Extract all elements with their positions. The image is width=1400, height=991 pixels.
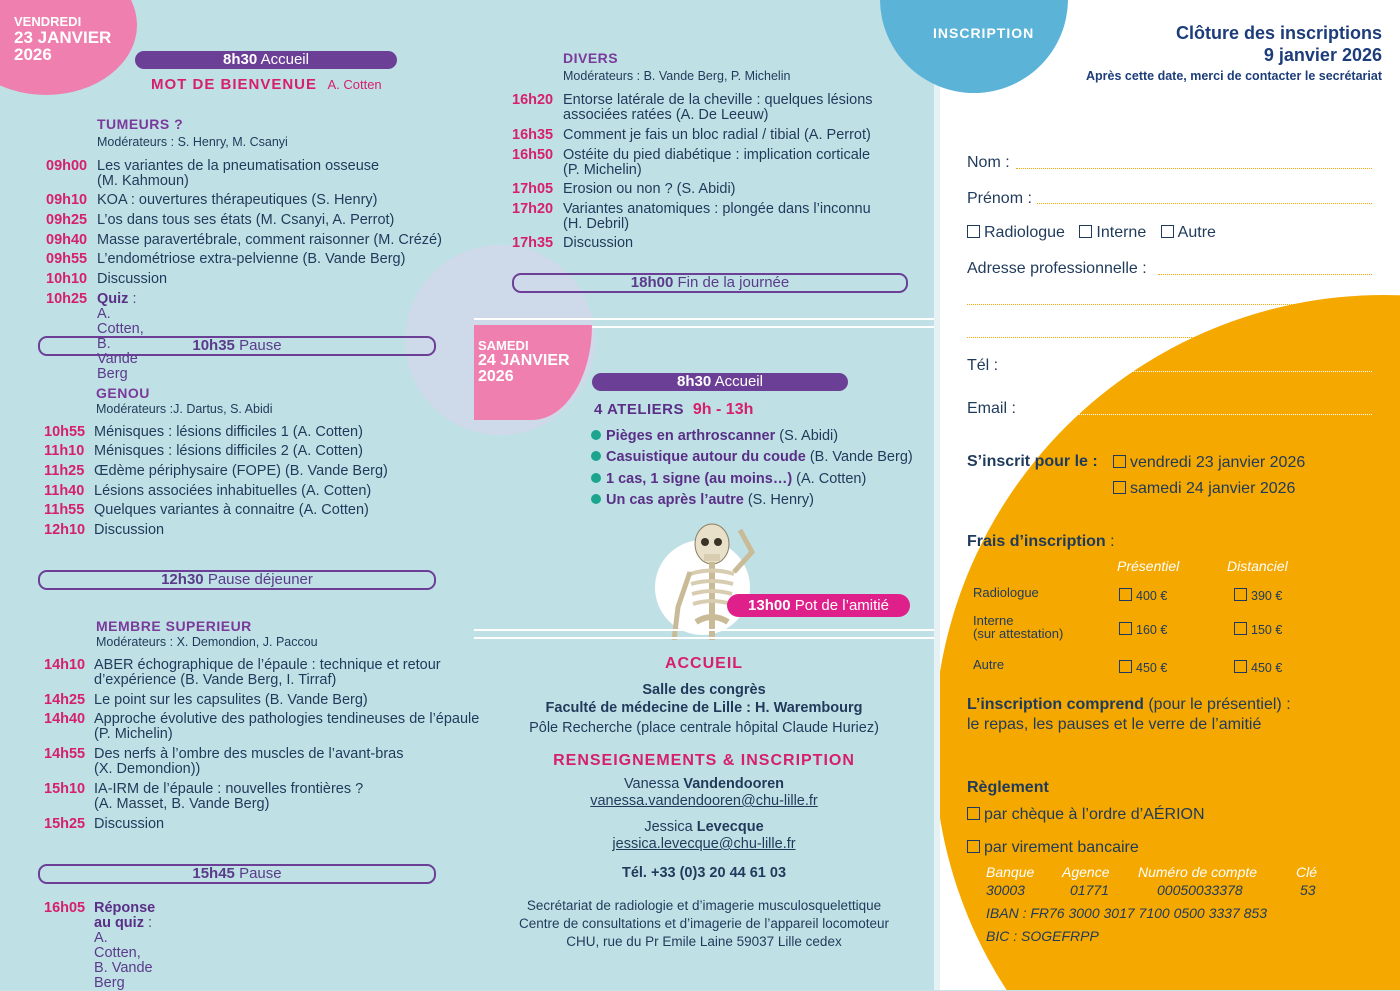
schedule-text: Masse paravertébrale, comment raisonner (M. Crézé) (97, 232, 442, 248)
venue-line-3: Pôle Recherche (place centrale hôpital Claude Huriez) (529, 720, 879, 736)
schedule-time: 11h10 (44, 443, 85, 459)
cloture-title: Clôture des inscriptions (1175, 23, 1382, 43)
bank-value-compte: 00050033378 (1157, 882, 1243, 898)
fee-option (1234, 588, 1282, 603)
atelier-title: Pièges en arthroscanner (606, 428, 776, 444)
bar-time: 18h00 (630, 274, 674, 291)
fee-amount: 450 € (1136, 661, 1168, 675)
frais-colon: : (1105, 533, 1115, 550)
schedule-time: 14h40 (44, 711, 86, 727)
contact-1-last: Vandendooren (683, 776, 785, 792)
contact-2-name (474, 819, 934, 835)
fee-amount: 400 € (1136, 589, 1168, 603)
reponse-speakers: : A. Cotten, B. Vande Berg (94, 915, 153, 991)
schedule-time: 09h40 (46, 232, 88, 248)
schedule-text: Des nerfs à l’ombre des muscles de l’avant-bras (X. Demondion)) (94, 746, 404, 777)
renseignements-label: RENSEIGNEMENTS & INSCRIPTION (553, 752, 855, 769)
schedule-time: 14h55 (44, 746, 86, 762)
schedule-text: IA-IRM de l’épaule : nouvelles frontières ? (A. Masset, B. Vande Berg) (94, 781, 364, 812)
contact-1-email-wrap (474, 793, 934, 809)
schedule-text: Œdème périphysaire (FOPE) (B. Vande Berg) (94, 463, 388, 479)
schedule-time: 11h55 (44, 502, 85, 518)
reglement-title: Règlement (967, 779, 1049, 796)
fee-option (1119, 622, 1167, 637)
schedule-time: 15h10 (44, 781, 86, 797)
bullet-icon (591, 430, 601, 440)
frais-label: Frais d’inscription (967, 533, 1106, 550)
day-option-1 (1113, 454, 1305, 472)
atelier-item (591, 428, 838, 444)
prenom-field[interactable] (1037, 203, 1372, 204)
bullet-icon (591, 494, 601, 504)
pay-option-2 (967, 839, 1139, 857)
fee-category-note: (sur attestation) (973, 626, 1064, 641)
schedule-text: L’endométriose extra-pelvienne (B. Vande Berg) (97, 251, 406, 267)
schedule-text: Ostéite du pied diabétique : implication corticale (P. Michelin) (563, 147, 871, 178)
venue-line-1: Salle des congrès (642, 682, 766, 698)
contact-1-name (474, 776, 934, 792)
schedule-time: 11h40 (44, 483, 85, 499)
role-autre-checkbox[interactable] (1161, 225, 1174, 238)
day2-year: 2026 (478, 368, 514, 386)
quiz-speakers: : A. Cotten, B. Vande Berg (97, 291, 144, 382)
fee-category: Radiologue (973, 585, 1039, 600)
bank-header-compte: Numéro de compte (1138, 864, 1258, 880)
role-interne-label: Interne (1096, 224, 1147, 241)
separator (474, 318, 934, 320)
schedule-text: Entorse latérale de la cheville : quelques lésions associées ratées (A. De Leeuw) (563, 92, 873, 123)
schedule-time: 16h20 (512, 92, 554, 108)
fee-option (1119, 660, 1167, 675)
section-title-tumeurs: TUMEURS ? (97, 116, 184, 132)
iban: IBAN : FR76 3000 3017 7100 0500 3337 853 (986, 905, 1267, 921)
bar-time: 10h35 (192, 337, 235, 354)
pause-bar-1 (38, 336, 436, 356)
day1-tag (14, 15, 111, 64)
fee-checkbox[interactable] (1234, 622, 1247, 635)
comprend-rest: (pour le présentiel) : (1143, 696, 1291, 713)
schedule-text: Quelques variantes à connaitre (A. Cotten) (94, 502, 369, 518)
email-field[interactable] (1022, 414, 1372, 415)
atelier-title: Un cas après l’autre (606, 492, 744, 508)
bank-header-banque: Banque (986, 864, 1035, 880)
schedule-time: 16h35 (512, 127, 554, 143)
bank-value-agence: 01771 (1070, 882, 1109, 898)
bar-label: Accueil (260, 51, 309, 68)
fee-category: Interne (973, 613, 1014, 628)
fee-category: Autre (973, 657, 1005, 672)
day2-tag (478, 339, 570, 386)
bar-label: Fin de la journée (677, 274, 790, 291)
day2-weekday: SAMEDI (478, 338, 529, 353)
fee-row-label (973, 658, 1004, 671)
welcome-title: MOT DE BIENVENUE (151, 76, 318, 93)
cloture-note: Après cette date, merci de contacter le secrétariat (1086, 69, 1382, 83)
fin-bar (512, 273, 908, 293)
schedule-text: Erosion ou non ? (S. Abidi) (563, 181, 736, 197)
day-2-label: samedi 24 janvier 2026 (1130, 480, 1296, 497)
day-option-2 (1113, 480, 1295, 498)
fee-option (1119, 588, 1167, 603)
atelier-item (591, 471, 866, 487)
schedule-time: 17h05 (512, 181, 554, 197)
address-line-1: Secrétariat de radiologie et d’imagerie musculosquelettique (526, 898, 882, 913)
schedule-time: 14h25 (44, 692, 86, 708)
day1-date: 23 JANVIER (14, 27, 112, 47)
skeleton-icon (660, 512, 770, 640)
ateliers-hours: 9h - 13h (692, 401, 754, 418)
bar-time: 8h30 (677, 373, 712, 390)
adresse-label: Adresse professionnelle : (967, 260, 1147, 277)
ateliers-label: 4 ATELIERS (594, 401, 685, 418)
fee-amount: 390 € (1251, 589, 1283, 603)
schedule-time: 12h10 (44, 522, 86, 538)
bank-header-cle: Clé (1296, 864, 1318, 880)
schedule-text: Ménisques : lésions difficiles 1 (A. Cotten) (94, 424, 363, 440)
schedule-text: Discussion (97, 271, 168, 287)
pay-virement-checkbox[interactable] (967, 840, 980, 853)
schedule-time: 11h25 (44, 463, 85, 479)
accueil-bar-2 (592, 373, 848, 391)
reponse-label: Réponse au quiz (94, 900, 156, 931)
moderators-membre: Modérateurs : X. Demondion, J. Paccou (96, 635, 318, 649)
schedule-text: Approche évolutive des pathologies tendineuses de l’épaule (P. Michelin) (94, 711, 480, 742)
pay-cheque-label: par chèque à l’ordre d’AÉRION (984, 806, 1205, 823)
fee-row-label (973, 586, 1039, 599)
moderators-divers: Modérateurs : B. Vande Berg, P. Michelin (563, 69, 791, 83)
pay-cheque-checkbox[interactable] (967, 807, 980, 820)
role-radiologue-checkbox[interactable] (967, 225, 980, 238)
fee-row-label (973, 614, 1063, 640)
contact-1-first: Vanessa (623, 776, 680, 792)
renseignements-title (474, 752, 934, 770)
fee-checkbox[interactable] (1234, 588, 1247, 601)
tel-field[interactable] (1004, 371, 1372, 372)
contact-2-email-link[interactable]: jessica.levecque@chu-lille.fr (612, 836, 796, 852)
bank-value-cle: 53 (1300, 882, 1316, 898)
bar-label: Pause (239, 337, 282, 354)
schedule-text: KOA : ouvertures thérapeutiques (S. Henry) (97, 192, 378, 208)
fee-amount: 150 € (1251, 623, 1283, 637)
quiz-label: Quiz (97, 291, 129, 307)
separator (474, 637, 934, 639)
contact-1-email-link[interactable]: vanessa.vandendooren@chu-lille.fr (590, 793, 818, 809)
schedule-text: Discussion (94, 522, 165, 538)
sinscrit-label: S’inscrit pour le : (967, 453, 1098, 470)
fee-checkbox[interactable] (1119, 588, 1132, 601)
pause-bar-3 (38, 864, 436, 884)
fee-header-presentiel: Présentiel (1117, 558, 1180, 574)
atelier-item (591, 449, 913, 465)
bank-header-agence: Agence (1062, 864, 1110, 880)
fee-checkbox[interactable] (1234, 660, 1247, 673)
schedule-text: Discussion (563, 235, 634, 251)
schedule-text: L’os dans tous ses états (M. Csanyi, A. Perrot) (97, 212, 395, 228)
venue-line-2: Faculté de médecine de Lille : H. Warembourg (545, 700, 863, 716)
ateliers-title (594, 401, 753, 419)
bar-label: Pause déjeuner (207, 571, 313, 588)
cloture-block (1086, 22, 1382, 86)
atelier-speaker: (A. Cotten) (792, 471, 867, 487)
section-title-divers: DIVERS (563, 50, 619, 66)
pot-time: 13h00 (748, 597, 791, 614)
schedule-text: Comment je fais un bloc radial / tibial (A. Perrot) (563, 127, 871, 143)
schedule-text: Discussion (94, 816, 165, 832)
bar-time: 12h30 (161, 571, 204, 588)
adresse-field-2[interactable] (967, 304, 1372, 305)
atelier-item (591, 492, 814, 508)
schedule-time: 17h20 (512, 201, 554, 217)
schedule-time: 16h50 (512, 147, 554, 163)
fee-checkbox[interactable] (1119, 622, 1132, 635)
schedule-text: Les variantes de la pneumatisation osseuse (M. Kahmoun) (97, 158, 380, 189)
atelier-speaker: (S. Henry) (743, 492, 814, 508)
contact-2-last: Levecque (696, 819, 764, 835)
day2-date: 24 JANVIER (478, 351, 570, 369)
bar-time: 8h30 (223, 51, 258, 68)
nom-field[interactable] (1016, 168, 1372, 169)
fee-option (1234, 660, 1282, 675)
pay-virement-label: par virement bancaire (984, 839, 1139, 856)
role-options (967, 224, 1216, 242)
contact-2-email-wrap (474, 836, 934, 852)
address-line-2: Centre de consultations et d’imagerie de l’appareil locomoteur (519, 916, 889, 931)
bullet-icon (591, 473, 601, 483)
day1-year: 2026 (14, 45, 52, 65)
adresse-field-3[interactable] (967, 337, 1372, 338)
schedule-time: 15h25 (44, 816, 86, 832)
schedule-time: 09h10 (46, 192, 88, 208)
schedule-text: ABER échographique de l’épaule : technique et retour d’expérience (B. Vande Berg, I. Tirraf) (94, 657, 441, 688)
fee-amount: 450 € (1251, 661, 1283, 675)
contact-2-first: Jessica (644, 819, 693, 835)
schedule-time: 17h35 (512, 235, 554, 251)
schedule-text: Ménisques : lésions difficiles 2 (A. Cotten) (94, 443, 363, 459)
fee-amount: 160 € (1136, 623, 1168, 637)
section-title-genou: GENOU (96, 385, 150, 401)
fee-checkbox[interactable] (1119, 660, 1132, 673)
cloture-date: 9 janvier 2026 (1263, 45, 1382, 65)
bullet-icon (591, 451, 601, 461)
role-radiologue-label: Radiologue (984, 224, 1065, 241)
address-line-3: CHU, rue du Pr Emile Laine 59037 Lille cedex (566, 934, 842, 949)
email-label: Email : (967, 400, 1016, 417)
schedule-text: Le point sur les capsulites (B. Vande Berg) (94, 692, 368, 708)
separator (474, 629, 934, 631)
comprend (967, 696, 1291, 714)
accueil-title: ACCUEIL (664, 655, 744, 672)
day1-weekday: VENDREDI (14, 14, 82, 29)
pause-bar-2 (38, 570, 436, 590)
comprend-bold: L’inscription comprend (967, 696, 1144, 713)
atelier-title: 1 cas, 1 signe (au moins…) (606, 471, 793, 487)
accueil-bar (135, 51, 397, 69)
bar-time: 15h45 (192, 865, 235, 882)
moderators-tumeurs: Modérateurs : S. Henry, M. Csanyi (97, 135, 288, 149)
pay-option-1 (967, 806, 1205, 824)
reponse-time: 16h05 (44, 900, 86, 916)
bar-label: Pause (239, 865, 282, 882)
schedule-time: 09h00 (46, 158, 88, 174)
day-1-label: vendredi 23 janvier 2026 (1130, 454, 1306, 471)
role-autre-label: Autre (1177, 224, 1216, 241)
schedule-time: 09h25 (46, 212, 88, 228)
bar-label: Accueil (714, 373, 763, 390)
adresse-field-1[interactable] (1158, 274, 1372, 275)
accueil-info-title (474, 655, 934, 673)
atelier-speaker: (B. Vande Berg) (805, 449, 913, 465)
pot-label: Pot de l’amitié (794, 597, 889, 614)
role-interne-checkbox[interactable] (1079, 225, 1092, 238)
bic: BIC : SOGEFRPP (986, 928, 1099, 944)
schedule-time: 10h10 (46, 271, 88, 287)
schedule-time: 09h55 (46, 251, 88, 267)
frais-title (967, 533, 1115, 551)
welcome (151, 76, 382, 94)
quiz-time: 10h25 (46, 291, 88, 307)
tel-label: Tél : (967, 357, 999, 374)
schedule-time: 14h10 (44, 657, 86, 673)
prenom-label: Prénom : (967, 190, 1032, 207)
inscription-badge: INSCRIPTION (933, 25, 1035, 41)
nom-label: Nom : (967, 154, 1010, 171)
schedule-time: 10h55 (44, 424, 86, 440)
atelier-speaker: (S. Abidi) (775, 428, 839, 444)
comprend-line-2: le repas, les pauses et le verre de l’amitié (967, 716, 1262, 733)
section-title-membre: MEMBRE SUPERIEUR (96, 618, 252, 634)
fee-option (1234, 622, 1282, 637)
day-2-checkbox[interactable] (1113, 481, 1126, 494)
bank-value-banque: 30003 (986, 882, 1025, 898)
moderators-genou: Modérateurs :J. Dartus, S. Abidi (96, 402, 273, 416)
fee-header-distanciel: Distanciel (1227, 558, 1288, 574)
day-1-checkbox[interactable] (1113, 455, 1126, 468)
welcome-speaker: A. Cotten (327, 77, 382, 92)
pot-badge (727, 594, 910, 617)
contact-phone: Tél. +33 (0)3 20 44 61 03 (621, 865, 787, 881)
schedule-text: Variantes anatomiques : plongée dans l’inconnu (H. Debril) (563, 201, 871, 232)
schedule-text: Lésions associées inhabituelles (A. Cotten) (94, 483, 372, 499)
atelier-title: Casuistique autour du coude (606, 449, 806, 465)
